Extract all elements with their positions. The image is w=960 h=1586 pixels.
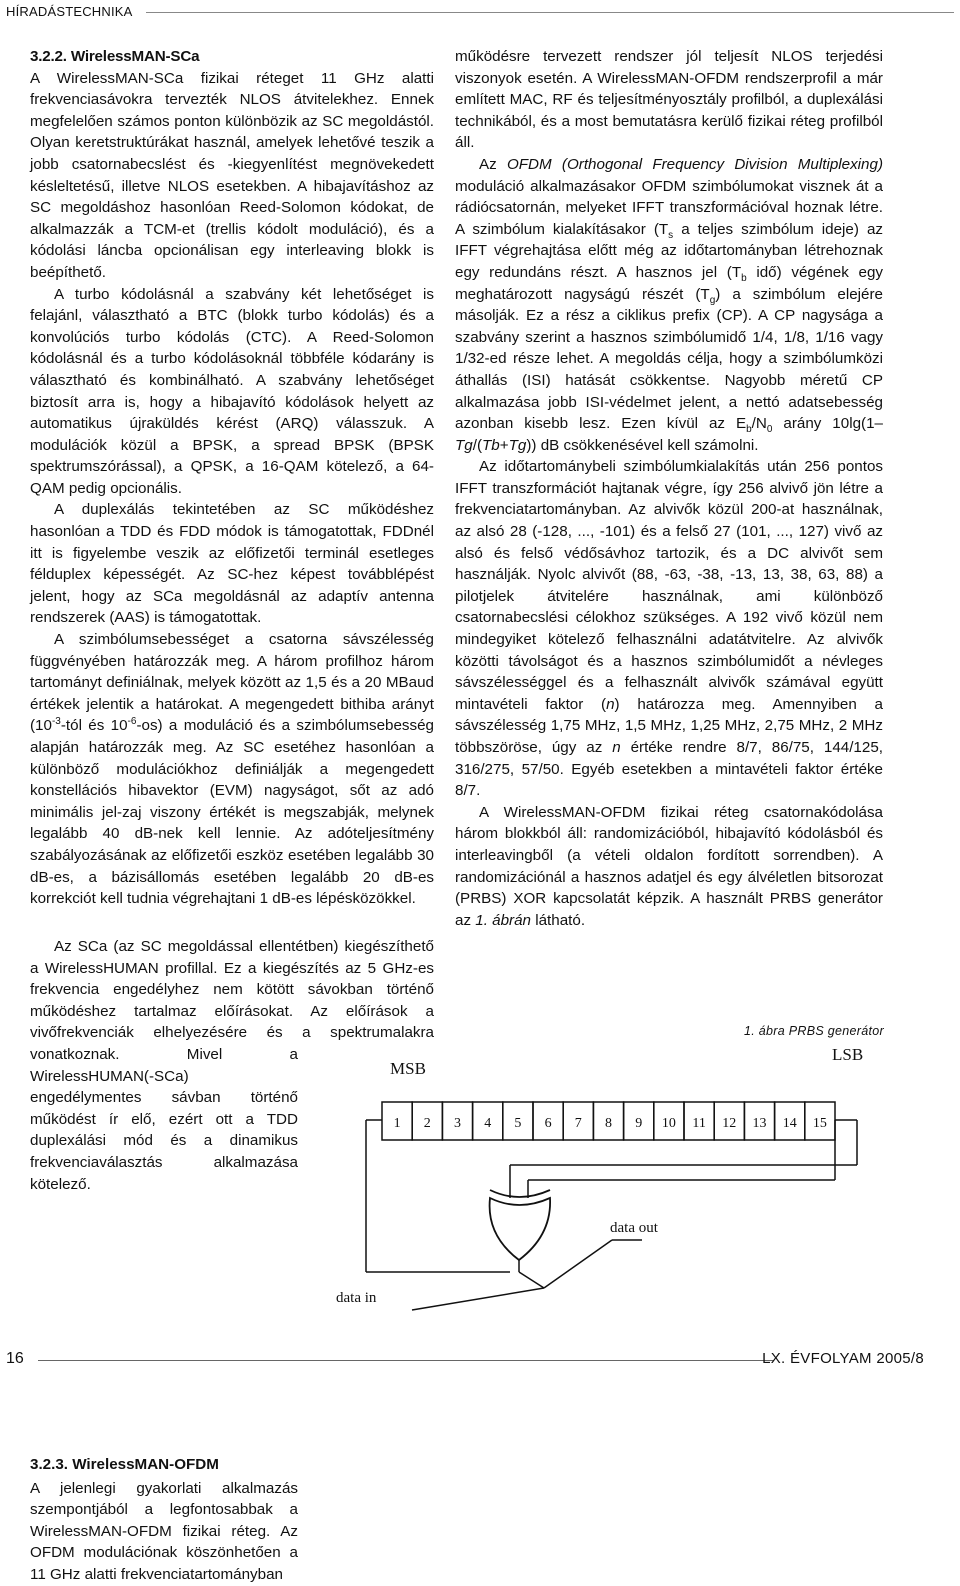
text-run: arány 10lg(1– (772, 415, 883, 433)
prbs-diagram (312, 1040, 912, 1320)
text-run: )) dB csökkenésével kell számolni. (526, 436, 759, 454)
subscript: g (709, 294, 716, 306)
subscript: b (746, 424, 752, 436)
register-cell-label: 12 (722, 1116, 737, 1131)
shift-register (382, 1102, 835, 1140)
xor-gate-icon (490, 1198, 551, 1260)
journal-title: HÍRADÁSTECHNIKA (6, 4, 133, 19)
text-run: A szimbólumsebességet a csatorna sávszélesség függvényében határozzák meg. A három profilhoz három tartományt definiálnak, melyek között az 1,5 és a 20 MBaud értékek jelentik a határokat. A megengedett bithiba arányt (10 (30, 631, 434, 735)
footer-rule (38, 1360, 774, 1361)
text-run: A WirelessMAN-OFDM fizikai réteg csatornakódolása három blokkból áll: randomizációból, hibajavító kódolásból és interleavingből (a vételi oldalon fordított sorrendben). A randomizációnál a hasznos adatjel és egy álvéletlen bitsorozat (PRBS) XOR kapcsolatát képzik. A használt PRBS generátor az (455, 803, 883, 929)
register-cell-label: 6 (544, 1116, 552, 1131)
paragraph: A jelenlegi gyakorlati alkalmazás szempontjából a legfontosabbak a WirelessMAN-OFDM fizikai réteg. Az OFDM modulációnak köszönhetően a 11 GHz alatti frekvenciatartományban (30, 1479, 298, 1583)
paragraph (30, 629, 434, 910)
paragraph: A WirelessMAN-SCa fizikai réteget 11 GHz alatti frekvenciasávokra tervezték NLOS átvitelekhez. Ennek megfelelően számos ponton különbözik az SC megoldástól. Olyan keretstruktúrákat használ, amelyek lehetővé teszik a jobb csatornabecslést és -kiegyenlítést megnövekedett késleltetésű, illetve NLOS esetekben. A hibajavításhoz az SC megoldáshoz hasonlóan Reed-Solomon kódokat, de alkalmazzák a TCM-et (trellis kódolt moduláció), és a kódolási láncba opcionálisan egy interleaving blokk is beépíthető. (30, 69, 434, 281)
register-cell-label: 10 (661, 1116, 676, 1131)
page-footer (0, 1336, 960, 1367)
register-cell-label: 4 (484, 1116, 492, 1131)
msb-label: MSB (390, 1059, 426, 1078)
text-run: -tól és 10 (60, 717, 128, 735)
register-cell-label: 15 (812, 1116, 827, 1131)
data-out-label: data out (610, 1220, 658, 1236)
italic-symbol: Tg (508, 436, 527, 454)
text-run: Az (479, 155, 507, 173)
text-run: Az SCa (az SC megoldással ellentétben) kiegészíthető a WirelessHUMAN profillal. Ez a kiegészítés az 5 GHz-es frekvencia engedélyhez nem kötött sávokban történő működéshez tartalmaz előírásokat. Az előírások a vivőfrekvenciák elhelyezésére és a spektrumalakra vonatkoznak. Mivel a WirelessHUMAN(-SCa) engedélymentes sávban történő működést ír elő, ezért ott a TDD duplexálási mód és a dinamikus frekvenciaválasztás alkalmazása kötelező. (30, 938, 434, 1193)
header-rule (146, 12, 954, 13)
section-heading-ofdm: 3.2.3. WirelessMAN-OFDM (30, 1456, 219, 1473)
paragraph: A duplexálás tekintetében az SC működéshez hasonlóan a TDD és FDD módok is támogatottak, FDDnél itt is figyelembe veszik az előfizetői terminál esetleges félduplex képességét. Az SC-hez képest továbblépést jelent, hogy az SCa megoldásnál az adaptív antenna rendszerek (AAS) is támogatottak. (30, 501, 434, 627)
section-heading-sca: 3.2.2. WirelessMAN-SCa (30, 48, 200, 65)
register-cell-label: 5 (514, 1116, 522, 1131)
figure-caption: 1. ábra PRBS generátor (743, 1024, 884, 1038)
data-in-label: data in (336, 1290, 377, 1306)
italic-symbol: n (612, 739, 621, 756)
superscript: -3 (51, 716, 61, 728)
volume-label: LX. ÉVFOLYAM 2005/8 (762, 1350, 924, 1367)
paragraph (455, 456, 883, 802)
register-cell-label: 13 (752, 1116, 767, 1131)
subscript: b (741, 272, 747, 284)
text-run: ) határozza meg. Amennyiben a sávszélesség 1,75 MHz, 1,5 MHz, 1,25 MHz, 2,75 MHz, 2 MHz többszöröse, úgy az (455, 695, 884, 756)
running-header (6, 0, 954, 34)
paragraph (455, 802, 883, 932)
left-column (30, 46, 434, 910)
figure-reference: 1. ábrán (475, 911, 531, 929)
italic-symbol: Tb (482, 436, 500, 454)
register-cell-label: 11 (692, 1116, 706, 1131)
right-column (455, 46, 883, 931)
italic-symbol: n (606, 695, 615, 713)
lsb-label: LSB (832, 1045, 864, 1064)
italic-symbol: Tg (455, 436, 473, 454)
register-cell-label: 14 (782, 1116, 797, 1131)
text-run: moduláció alkalmazásakor OFDM szimbólumokat visznek át a rádiócsatornán, melyeket IFFT transzformációval hoznak létre. A szimbólum kialakításakor (T (455, 177, 883, 238)
text-run: /( (472, 436, 483, 454)
text-run: látható. (531, 911, 586, 929)
paragraph: működésre tervezett rendszer jól teljesít NLOS terjedési viszonyok esetén. A WirelessMAN-OFDM rendszerprofil a már említett MAC, RF és teljesítményosztály profilból, a duplexálási technikából, és a most bemutatásra kerülő fizikai réteg profilból áll. (455, 48, 883, 152)
prbs-generator-figure (312, 1040, 912, 1320)
text-run: a teljes szimbólum ideje) az IFFT végrehajtása előtt még az időtartományban létrehoznak egy redundáns részt. A hasznos jel (T (455, 220, 884, 281)
paragraph (455, 154, 883, 456)
superscript: -6 (127, 716, 137, 728)
subscript: 0 (766, 424, 773, 436)
register-cell-label: 2 (423, 1116, 431, 1131)
text-run: idő) végének egy meghatározott nagyságú részét (T (455, 263, 883, 303)
register-cell-label: 8 (605, 1116, 612, 1131)
register-cell-label: 9 (635, 1116, 643, 1131)
section-ofdm (30, 1454, 298, 1586)
text-run: ) a szimbólum elejére másolják. Ez a rész a ciklikus prefix (CP). A CP nagysága a szabvány szerint a hasznos szimbólumidő 1/4, 1/8, 1/16 vagy 1/32-ed része lehet. A megoldás célja, hogy a szimbólumközi áthallás (ISI) hatását csökkentse. Nagyobb méretű CP alkalmazása jobb ISI-védelmet jelent, a nettó adatsebesség azonban kisebb lesz. Ezen kívül az E (455, 285, 883, 433)
italic-term: OFDM (Orthogonal Frequency Division Multiplexing) (506, 155, 883, 173)
text-run: Az időtartománybeli szimbólumkialakítás után 256 pontos IFFT transzformációt hajtanak végre, így 256 alvivő jön létre a frekvenciatartományban. Az alvivők közül 200-at használnak, az alsó 28 (-128, ..., -101) és a felső 27 (101, ..., 127) vivő az alsó és felső védősávhoz tartozik, és a DC alvivőt sem használják. Nyolc alvivőt (88, -63, -38, -13, 13, 38, 63, 88) a pilotjelek átvitelére használnak, ami különböző csatornabecslési célokhoz szükséges. A 192 vivő közül nem mindegyiket kötelező felhasználni adatátvitelre. Az alvivők közötti távolságot és a hasznos szimbólumidőt a névleges sávszélességgel és a felhasznált alvivők számával együtt mintavételi faktor ( (455, 458, 883, 713)
register-cell-label: 3 (454, 1116, 461, 1131)
text-run: + (499, 436, 509, 454)
register-cell-label: 1 (393, 1116, 401, 1131)
subscript: s (668, 229, 674, 241)
page-number: 16 (6, 1350, 24, 1367)
text-run: /N (751, 415, 767, 433)
register-cell-label: 7 (574, 1116, 582, 1131)
paragraph: A turbo kódolásnál a szabvány két lehetőséget is felajánl, választható a BTC (blokk turbo kódolás) és a konvolúciós turbo kódolás (CTC). A Reed-Solomon kódolásnál és a turbo kódolásoknál többféle kódarány is választható és kombinálható. A szabvány lehetőséget biztosít arra is, hogy a hibajavító kódolások helyett az automatikus újraküldés kérést (ARQ) válasszuk. A modulációk közül a BPSK, a spread BPSK (BPSK spektrumszórással), a QPSK, a 16-QAM kötelező, a 64-QAM pedig opcionális. (30, 285, 434, 497)
text-run: értéke rendre 8/7, 86/75, 144/125, 316/275, 57/50. Egyéb esetekben a mintavételi faktor értéke 8/7. (455, 739, 883, 800)
text-run: -os) a moduláció és a szimbólumsebesség alapján határozzák meg. Az SC esetéhez hasonlóan a különböző modulációkhoz definiálják a megengedett konstellációs hibavektor (EVM) nagyságot, sőt az adó minimális jel-zaj viszony értékét is megszabják, melynek legalább 40 dB-nek kell lennie. Az adóteljesítmény szabályozásának az előfizetői eszköz esetében legalább 30 dB-es, a bázisállomás esetében legalább 20 dB-es korrekciót kell tudnia végrehajtani 1 dB-es lépésközökkel. (30, 717, 434, 908)
